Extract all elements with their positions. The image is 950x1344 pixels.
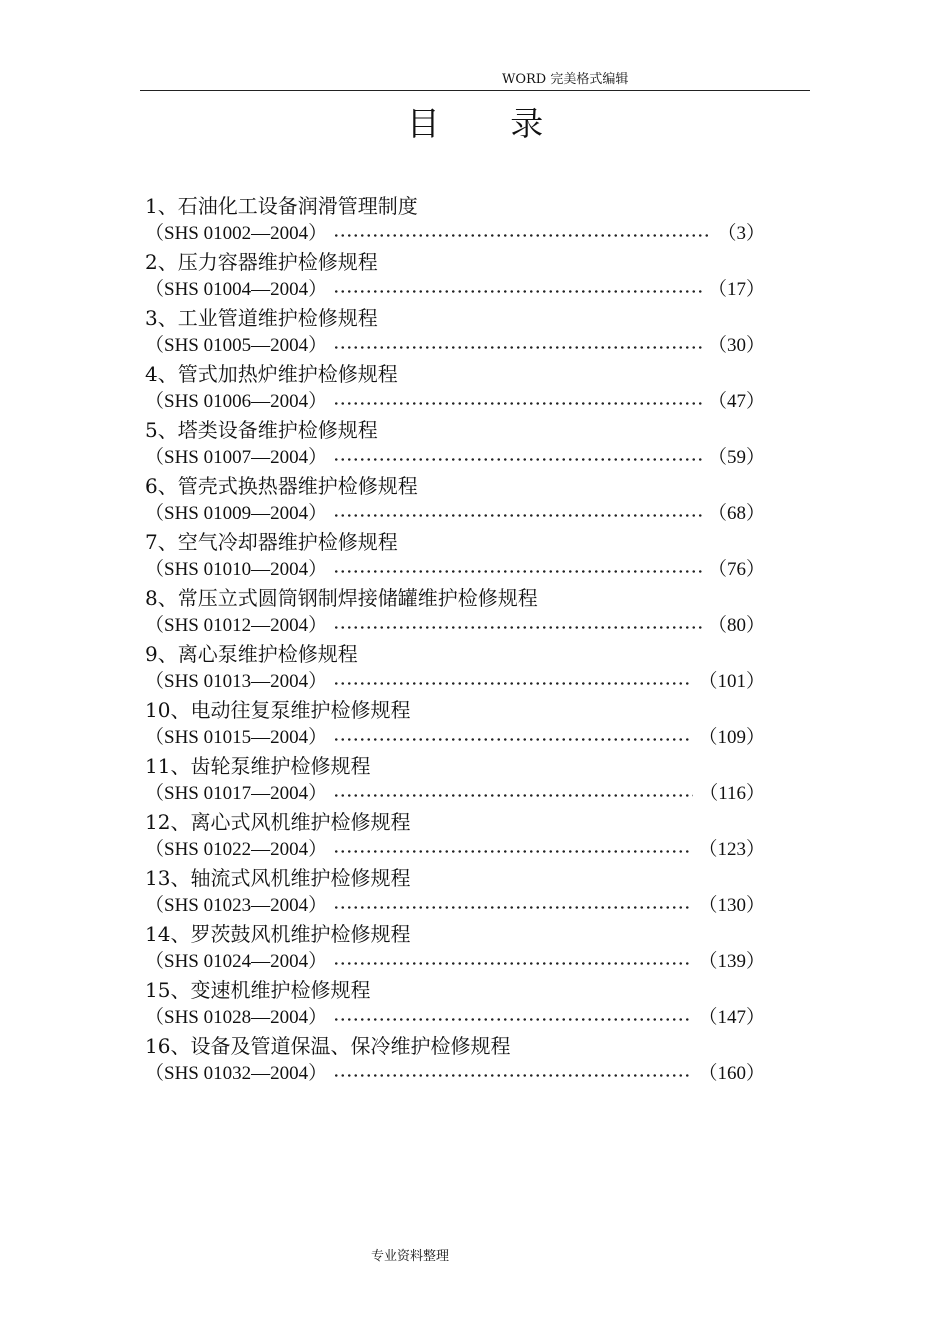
toc-entry-reference-line [145, 780, 765, 808]
toc-entry-title[interactable]: 4、管式加热炉维护检修规程 [145, 362, 398, 386]
toc-entry-standard-code: （SHS 01009—2004） [145, 503, 328, 524]
dot-leader [333, 1074, 692, 1077]
toc-entry-reference-line [145, 444, 765, 472]
toc-entry-standard-code: （SHS 01022—2004） [145, 839, 328, 860]
toc-entry-standard-code: （SHS 01010—2004） [145, 559, 328, 580]
toc-entry-reference-line [145, 556, 765, 584]
toc-entry-reference-line [145, 836, 765, 864]
toc-entry-title[interactable]: 15、变速机维护检修规程 [145, 978, 371, 1002]
dot-leader [333, 570, 702, 573]
toc-entry[interactable] [145, 640, 765, 696]
toc-entry[interactable] [145, 584, 765, 640]
toc-entry-page-number[interactable]: （3） [717, 223, 765, 244]
toc-entry-title[interactable]: 6、管壳式换热器维护检修规程 [145, 474, 418, 498]
toc-entry-reference-line [145, 332, 765, 360]
toc-entry-page-number[interactable]: （147） [698, 1007, 765, 1028]
toc-entry-standard-code: （SHS 01028—2004） [145, 1007, 328, 1028]
toc-entry-standard-code: （SHS 01032—2004） [145, 1063, 328, 1084]
toc-entry-title[interactable]: 16、设备及管道保温、保冷维护检修规程 [145, 1034, 511, 1058]
dot-leader [333, 514, 702, 517]
toc-entry-reference-line [145, 724, 765, 752]
toc-entry-standard-code: （SHS 01024—2004） [145, 951, 328, 972]
toc-entry-standard-code: （SHS 01015—2004） [145, 727, 328, 748]
toc-entry-reference-line [145, 1060, 765, 1088]
dot-leader [333, 962, 692, 965]
toc-entry[interactable] [145, 360, 765, 416]
dot-leader [333, 906, 692, 909]
toc-entry-page-number[interactable]: （139） [698, 951, 765, 972]
dot-leader [333, 1018, 692, 1021]
toc-entry[interactable] [145, 696, 765, 752]
dot-leader [333, 402, 702, 405]
toc-entry-standard-code: （SHS 01023—2004） [145, 895, 328, 916]
toc-entry[interactable] [145, 808, 765, 864]
toc-entry-standard-code: （SHS 01012—2004） [145, 615, 328, 636]
table-of-contents [145, 192, 765, 1088]
dot-leader [333, 458, 702, 461]
toc-entry-page-number[interactable]: （76） [707, 559, 765, 580]
toc-entry-title[interactable]: 11、齿轮泵维护检修规程 [145, 754, 371, 778]
toc-entry-standard-code: （SHS 01017—2004） [145, 783, 328, 804]
toc-entry-title[interactable]: 7、空气冷却器维护检修规程 [145, 530, 398, 554]
toc-entry-page-number[interactable]: （101） [698, 671, 765, 692]
toc-entry-page-number[interactable]: （59） [707, 447, 765, 468]
toc-entry-page-number[interactable]: （123） [698, 839, 765, 860]
toc-entry-reference-line [145, 276, 765, 304]
toc-entry-standard-code: （SHS 01004—2004） [145, 279, 328, 300]
toc-entry-page-number[interactable]: （80） [707, 615, 765, 636]
toc-entry[interactable] [145, 1032, 765, 1088]
toc-entry-title[interactable]: 9、离心泵维护检修规程 [145, 642, 358, 666]
toc-entry-reference-line [145, 612, 765, 640]
toc-entry-title[interactable]: 1、石油化工设备润滑管理制度 [145, 194, 418, 218]
toc-entry-title[interactable]: 8、常压立式圆筒钢制焊接储罐维护检修规程 [145, 586, 538, 610]
toc-entry-title[interactable]: 13、轴流式风机维护检修规程 [145, 866, 411, 890]
toc-entry-page-number[interactable]: （116） [699, 783, 765, 804]
toc-entry[interactable] [145, 192, 765, 248]
page-header [140, 72, 810, 91]
toc-entry[interactable] [145, 864, 765, 920]
toc-entry[interactable] [145, 248, 765, 304]
toc-entry-reference-line [145, 892, 765, 920]
toc-entry[interactable] [145, 528, 765, 584]
toc-entry-title[interactable]: 3、工业管道维护检修规程 [145, 306, 378, 330]
dot-leader [333, 346, 702, 349]
toc-entry-page-number[interactable]: （30） [707, 335, 765, 356]
toc-entry[interactable] [145, 752, 765, 808]
toc-entry-page-number[interactable]: （17） [707, 279, 765, 300]
toc-entry[interactable] [145, 416, 765, 472]
toc-entry-page-number[interactable]: （130） [698, 895, 765, 916]
toc-entry-reference-line [145, 220, 765, 248]
toc-entry-standard-code: （SHS 01006—2004） [145, 391, 328, 412]
toc-entry-title[interactable]: 14、罗茨鼓风机维护检修规程 [145, 922, 411, 946]
dot-leader [333, 738, 692, 741]
toc-entry-page-number[interactable]: （47） [707, 391, 765, 412]
toc-entry[interactable] [145, 304, 765, 360]
toc-entry-page-number[interactable]: （109） [698, 727, 765, 748]
toc-entry-standard-code: （SHS 01002—2004） [145, 223, 328, 244]
toc-entry[interactable] [145, 920, 765, 976]
dot-leader [333, 626, 702, 629]
toc-entry-standard-code: （SHS 01013—2004） [145, 671, 328, 692]
dot-leader [333, 794, 693, 797]
toc-entry-reference-line [145, 1004, 765, 1032]
dot-leader [333, 234, 711, 237]
dot-leader [333, 682, 692, 685]
toc-entry-page-number[interactable]: （68） [707, 503, 765, 524]
toc-entry-standard-code: （SHS 01007—2004） [145, 447, 328, 468]
toc-entry-reference-line [145, 388, 765, 416]
toc-entry[interactable] [145, 976, 765, 1032]
toc-entry-reference-line [145, 500, 765, 528]
toc-entry-standard-code: （SHS 01005—2004） [145, 335, 328, 356]
toc-entry-title[interactable]: 5、塔类设备维护检修规程 [145, 418, 378, 442]
page-title: 目 录 [406, 104, 574, 143]
toc-entry-title[interactable]: 12、离心式风机维护检修规程 [145, 810, 411, 834]
toc-entry-page-number[interactable]: （160） [698, 1063, 765, 1084]
dot-leader [333, 850, 692, 853]
toc-entry-reference-line [145, 948, 765, 976]
toc-entry-title[interactable]: 10、电动往复泵维护检修规程 [145, 698, 411, 722]
toc-entry-title[interactable]: 2、压力容器维护检修规程 [145, 250, 378, 274]
toc-entry-reference-line [145, 668, 765, 696]
page-footer: 专业资料整理 [370, 1249, 449, 1264]
dot-leader [333, 290, 702, 293]
toc-entry[interactable] [145, 472, 765, 528]
header-text: WORD 完美格式编辑 [502, 72, 629, 87]
